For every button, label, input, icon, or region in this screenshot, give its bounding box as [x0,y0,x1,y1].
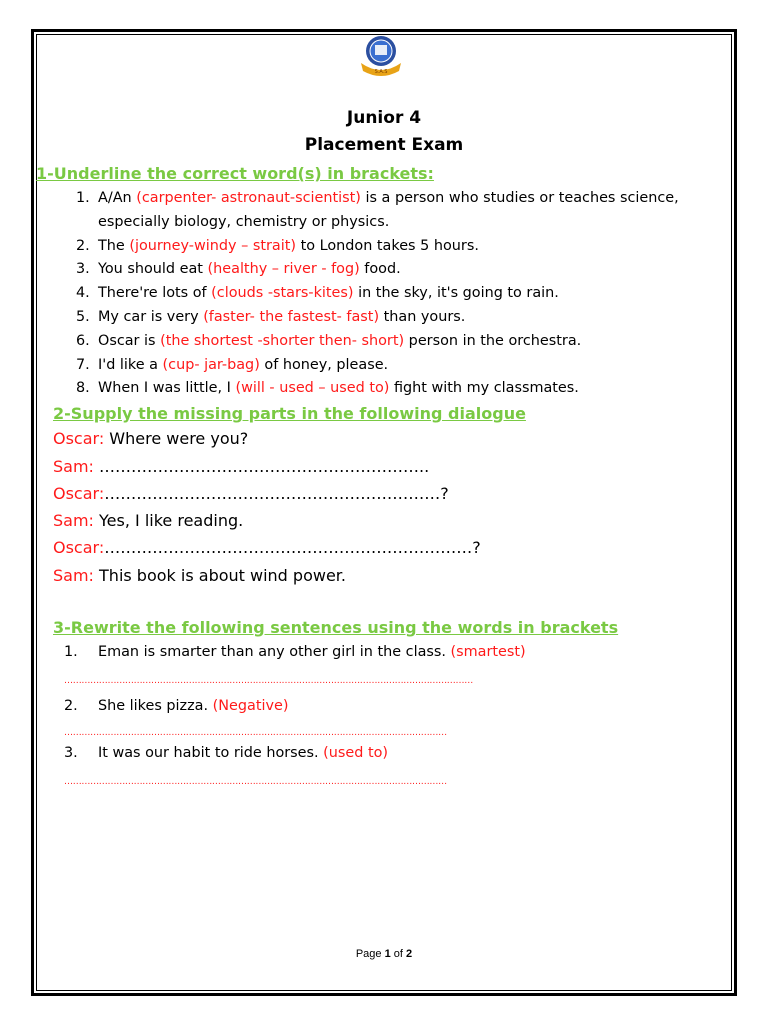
answer-options: (cup- jar-bag) [162,356,260,373]
rewrite-item [64,644,526,660]
exam-level-title: Junior 4 [346,108,422,128]
rewrite-sentence: It was our habit to ride horses. [98,745,319,761]
question-prefix: The [98,237,130,254]
question-number: 4. [76,285,90,302]
speaker-name: Sam: [53,566,94,585]
answer-options: (the shortest -shorter then- short) [160,332,405,349]
answer-options: (journey-windy – strait) [129,237,296,254]
page-number [0,948,768,960]
answer-line: …………………………………………………………………………………………………………………… [64,728,447,738]
dialogue-line [53,538,481,557]
rewrite-number: 3. [64,745,78,761]
dialogue-line [53,566,346,585]
rewrite-hint: (smartest) [450,644,526,660]
dialogue-line [53,429,248,448]
question-number: 3. [76,261,90,278]
page-current: 1 [384,948,391,960]
dialogue-text: ……………………………………………………………? [104,538,481,557]
dialogue-text: Yes, I like reading. [93,511,244,530]
question-suffix: fight with my classmates. [389,380,579,397]
logo-text: S.A.S [374,69,388,75]
question-text [98,258,401,282]
question-item [76,282,736,306]
school-crest-icon [355,33,407,79]
question-number: 7. [76,356,90,373]
question-item [76,330,736,354]
question-item [76,306,736,330]
page-label: Page [355,948,385,960]
dialogue-text: Where were you? [104,429,249,448]
speaker-name: Oscar: [53,484,105,503]
question-text [98,377,579,401]
question-number: 5. [76,308,90,325]
rewrite-number: 2. [64,698,78,714]
page-total: 2 [406,948,413,960]
question-prefix: There're lots of [98,285,212,302]
question-text [98,235,479,259]
speaker-name: Sam: [53,457,94,476]
question-item [76,377,736,401]
page-of: of [390,948,407,960]
question-suffix: to London takes 5 hours. [296,237,479,254]
question-suffix: is a person who studies or teaches science, especially biology, chemistry or physics. [98,190,679,230]
question-item [76,354,736,378]
dialogue-line [53,484,449,503]
rewrite-sentence: Eman is smarter than any other girl in the class. [98,644,446,660]
answer-options: (will - used – used to) [235,380,390,397]
dialogue-line [53,457,429,476]
rewrite-sentence: She likes pizza. [98,698,209,714]
question-item [76,258,736,282]
answer-options: (faster- the fastest- fast) [203,308,380,325]
answer-line: …………………………………………………………………………………………………………………… [64,777,447,787]
question-number: 2. [76,237,90,254]
question-item [76,187,736,235]
rewrite-item [64,698,288,714]
question-prefix: A/An [98,190,137,206]
question-suffix: of honey, please. [259,356,389,373]
answer-options: (healthy – river - fog) [207,261,360,278]
answer-options: (clouds -stars-kites) [211,285,354,302]
question-suffix: than yours. [379,308,466,325]
question-item [76,235,736,259]
section3-heading: 3-Rewrite the following sentences using the words in brackets [53,618,619,637]
dialogue-text: ………………………………………………………? [104,484,449,503]
dialogue-text: …………………………………………………….. [93,457,430,476]
section1-question-list [76,187,736,401]
question-number: 1. [76,190,90,206]
answer-line: …………………………………………………………………………………………………………………………… [64,676,473,686]
rewrite-hint: (used to) [323,745,389,761]
question-suffix: food. [359,261,401,278]
question-suffix: person in the orchestra. [404,332,582,349]
question-prefix: My car is very [98,308,204,325]
rewrite-number: 1. [64,644,78,660]
speaker-name: Oscar: [53,538,105,557]
question-prefix: Oscar is [98,332,161,349]
question-text [98,330,581,354]
rewrite-hint: (Negative) [212,698,289,714]
question-prefix: You should eat [98,261,208,278]
section1-heading: 1-Underline the correct word(s) in brackets: [36,164,434,183]
dialogue-line [53,511,243,530]
speaker-name: Oscar: [53,429,105,448]
section2-heading: 2-Supply the missing parts in the following dialogue [53,404,526,423]
question-number: 8. [76,380,90,397]
question-text [98,306,465,330]
question-suffix: in the sky, it's going to rain. [353,285,559,302]
answer-options: (carpenter- astronaut-scientist) [136,190,361,206]
question-text [98,354,388,378]
rewrite-item [64,745,388,761]
question-number: 6. [76,332,90,349]
speaker-name: Sam: [53,511,94,530]
question-prefix: When I was little, I [98,380,236,397]
exam-title: Placement Exam [304,135,464,155]
question-text [98,282,559,306]
dialogue-text: This book is about wind power. [93,566,346,585]
question-prefix: I'd like a [98,356,163,373]
question-text [98,187,736,235]
